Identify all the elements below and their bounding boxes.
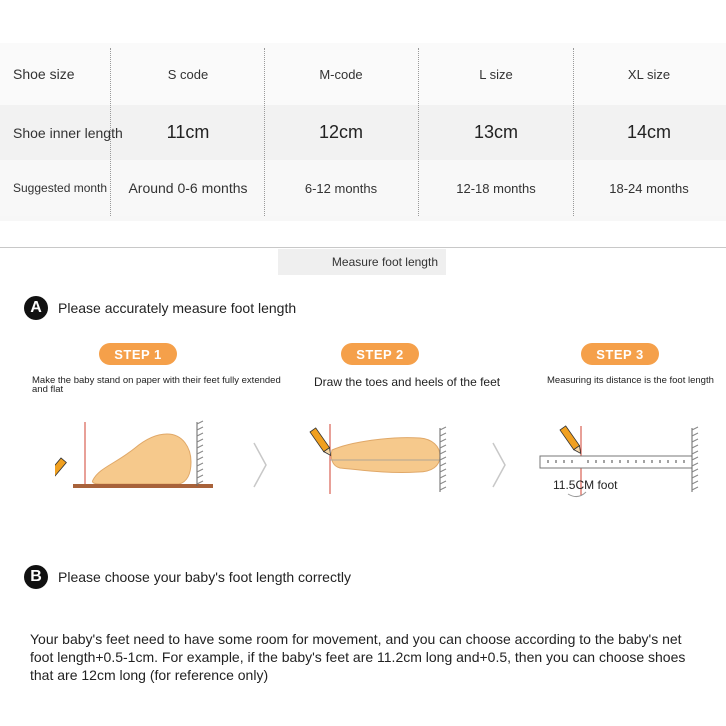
row-label: Suggested month bbox=[13, 181, 108, 195]
table-row-inner-length bbox=[0, 105, 726, 160]
table-cell: 13cm bbox=[473, 122, 518, 142]
section-title: Please choose your baby's foot length correctly bbox=[58, 569, 351, 585]
section-b-heading bbox=[24, 565, 351, 589]
step-2-illustration bbox=[300, 424, 450, 496]
paper-surface bbox=[73, 484, 213, 488]
table-cell: S code bbox=[167, 66, 209, 82]
section-badge: B bbox=[24, 565, 48, 589]
section-a-heading bbox=[24, 296, 296, 320]
table-cell: Around 0-6 months bbox=[128, 180, 248, 196]
wall-icon bbox=[197, 421, 203, 486]
table-cell: 12-18 months bbox=[456, 180, 536, 196]
wall-icon bbox=[440, 427, 446, 492]
advice-paragraph: Your baby's feet need to have some room for movement, and you can choose according to the baby's net foot length+0.5-1cm. For example, if the baby's feet are 11.2cm long and+0.5, then you can choose shoes that are 12cm long (for reference only) bbox=[30, 631, 686, 683]
table-cell: 11cm bbox=[166, 122, 210, 142]
step-2-caption: Draw the toes and heels of the feet bbox=[314, 375, 501, 389]
chevron-right-icon bbox=[490, 440, 508, 490]
foot-shape bbox=[331, 438, 440, 473]
measure-arc bbox=[568, 492, 586, 497]
table-cell: M-code bbox=[319, 66, 363, 82]
table-cell: 12cm bbox=[318, 122, 363, 142]
row-label: Shoe inner length bbox=[13, 124, 123, 141]
section-title: Please accurately measure foot length bbox=[58, 300, 297, 316]
wall-icon bbox=[692, 427, 698, 492]
step-1-pill: STEP 1 bbox=[99, 343, 177, 365]
foot-shape bbox=[92, 434, 191, 484]
table-cell: 6-12 months bbox=[304, 180, 378, 196]
table-cell: 18-24 months bbox=[609, 180, 689, 196]
size-table bbox=[0, 43, 726, 221]
measurement-label: 11.5CM foot bbox=[553, 478, 618, 492]
table-cell: L size bbox=[479, 66, 513, 82]
ruler-icon bbox=[540, 456, 692, 468]
section-badge: A bbox=[24, 296, 48, 320]
row-label: Shoe size bbox=[13, 66, 75, 82]
step-3-caption: Measuring its distance is the foot length bbox=[547, 375, 714, 386]
step-3-pill: STEP 3 bbox=[581, 343, 659, 365]
pencil-icon bbox=[55, 458, 66, 486]
table-row-suggested-month bbox=[0, 160, 726, 216]
pencil-icon bbox=[560, 426, 584, 455]
table-row-shoe-size bbox=[0, 43, 726, 105]
step-1-illustration bbox=[55, 418, 220, 492]
column-divider bbox=[264, 48, 265, 216]
table-cell: 14cm bbox=[626, 122, 671, 142]
column-divider bbox=[110, 48, 111, 216]
column-divider bbox=[573, 48, 574, 216]
measure-foot-length-tab: Measure foot length bbox=[278, 249, 446, 275]
step-1-caption: Make the baby stand on paper with their feet fully extended and flat bbox=[32, 375, 281, 395]
column-divider bbox=[418, 48, 419, 216]
divider bbox=[0, 247, 726, 248]
step-2-pill: STEP 2 bbox=[341, 343, 419, 365]
chevron-right-icon bbox=[251, 440, 269, 490]
table-cell: XL size bbox=[627, 66, 671, 82]
